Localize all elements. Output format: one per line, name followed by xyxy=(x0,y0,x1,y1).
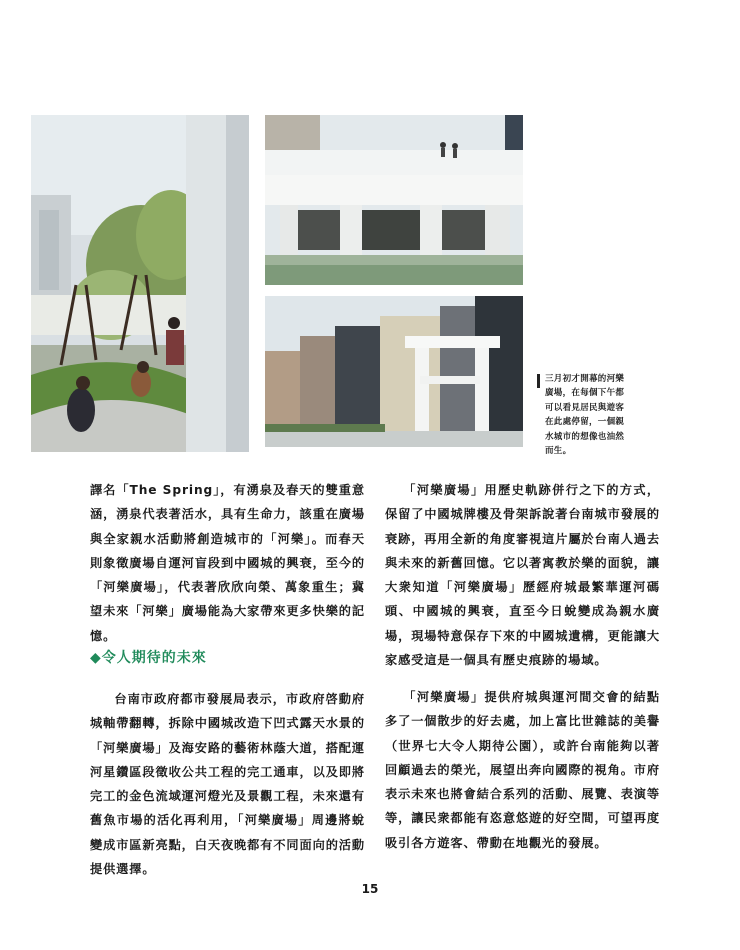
left-paragraph-1 xyxy=(90,478,365,648)
caption-line-5: 水城市的想像也油然 xyxy=(545,431,625,442)
chinatown-frame-photo xyxy=(265,296,523,447)
right-paragraph-2 xyxy=(385,685,660,855)
caption-line-2: 廣場，在每個下午都 xyxy=(545,388,625,399)
left-paragraph-2 xyxy=(90,687,365,881)
caption-marker xyxy=(537,374,540,388)
bridge-water-photo xyxy=(265,115,523,285)
section-heading: ◆令人期待的未來 xyxy=(90,650,207,666)
caption-line-6: 而生。 xyxy=(545,446,572,457)
page-number: 15 xyxy=(361,882,379,896)
right-paragraph-2-text: 「河樂廣場」提供府城與運河間交會的結點多了一個散步的好去處，加上富比世雜誌的美譽（世界七大令人期待公園），或許台南能夠以著回顧過去的榮光，展望出奔向國際的視角。市府表示未來也將會結合系列的活動、展覽、表演等等，讓民衆都能有恣意悠遊的好空間，可望再度吸引各方遊客、帶動在地觀光的發展。 xyxy=(385,690,660,850)
caption-line-3: 可以看見居民與遊客 xyxy=(545,402,625,413)
caption-line-4: 在此處停留，一個親 xyxy=(545,417,625,428)
right-paragraph-1-text: 「河樂廣場」用歷史軌跡併行之下的方式，保留了中國城牌樓及骨架訴說著台南城市發展的衰跡，再用全新的角度審視這片屬於台南人過去與未來的新舊回憶。它以著寓教於樂的面貌，讓大衆知道「河樂廣場」歷經府城最繁華運河碼頭、中國城的興衰，直至今日蛻變成為親水廣場，現場特意保存下來的中國城遺構，更能讓大家感受這是一個具有歷史痕跡的場域。 xyxy=(385,483,660,668)
left-paragraph-1-text: 譯名「The Spring」，有湧泉及春天的雙重意涵，湧泉代表著活水，具有生命力，該重在廣場與全家親水活動將創造城市的「河樂」。而春天則象徵廣場自運河盲段到中國城的興衰，至今的「河樂廣場」，代表著欣欣向榮、萬象重生；冀望未來「河樂」廣場能為大家帶來更多快樂的記憶。 xyxy=(90,483,365,643)
right-paragraph-1 xyxy=(385,478,660,672)
left-paragraph-2-text: 台南市政府都市發展局表示，市政府啓動府城軸帶翻轉，拆除中國城改造下凹式露天水景的「河樂廣場」及海安路的藝術林蔭大道，搭配運河星鑽區段徵收公共工程的完工通車，以及即將完工的金色流域運河燈光及景觀工程，未來還有舊魚市場的活化再利用，「河樂廣場」周邊將蛻變成市區新亮點，白天夜晚都有不同面向的活動提供選擇。 xyxy=(90,692,365,877)
plaza-trees-photo xyxy=(31,115,249,452)
caption-line-1: 三月初才開幕的河樂 xyxy=(545,374,625,384)
photo-caption xyxy=(537,372,665,458)
